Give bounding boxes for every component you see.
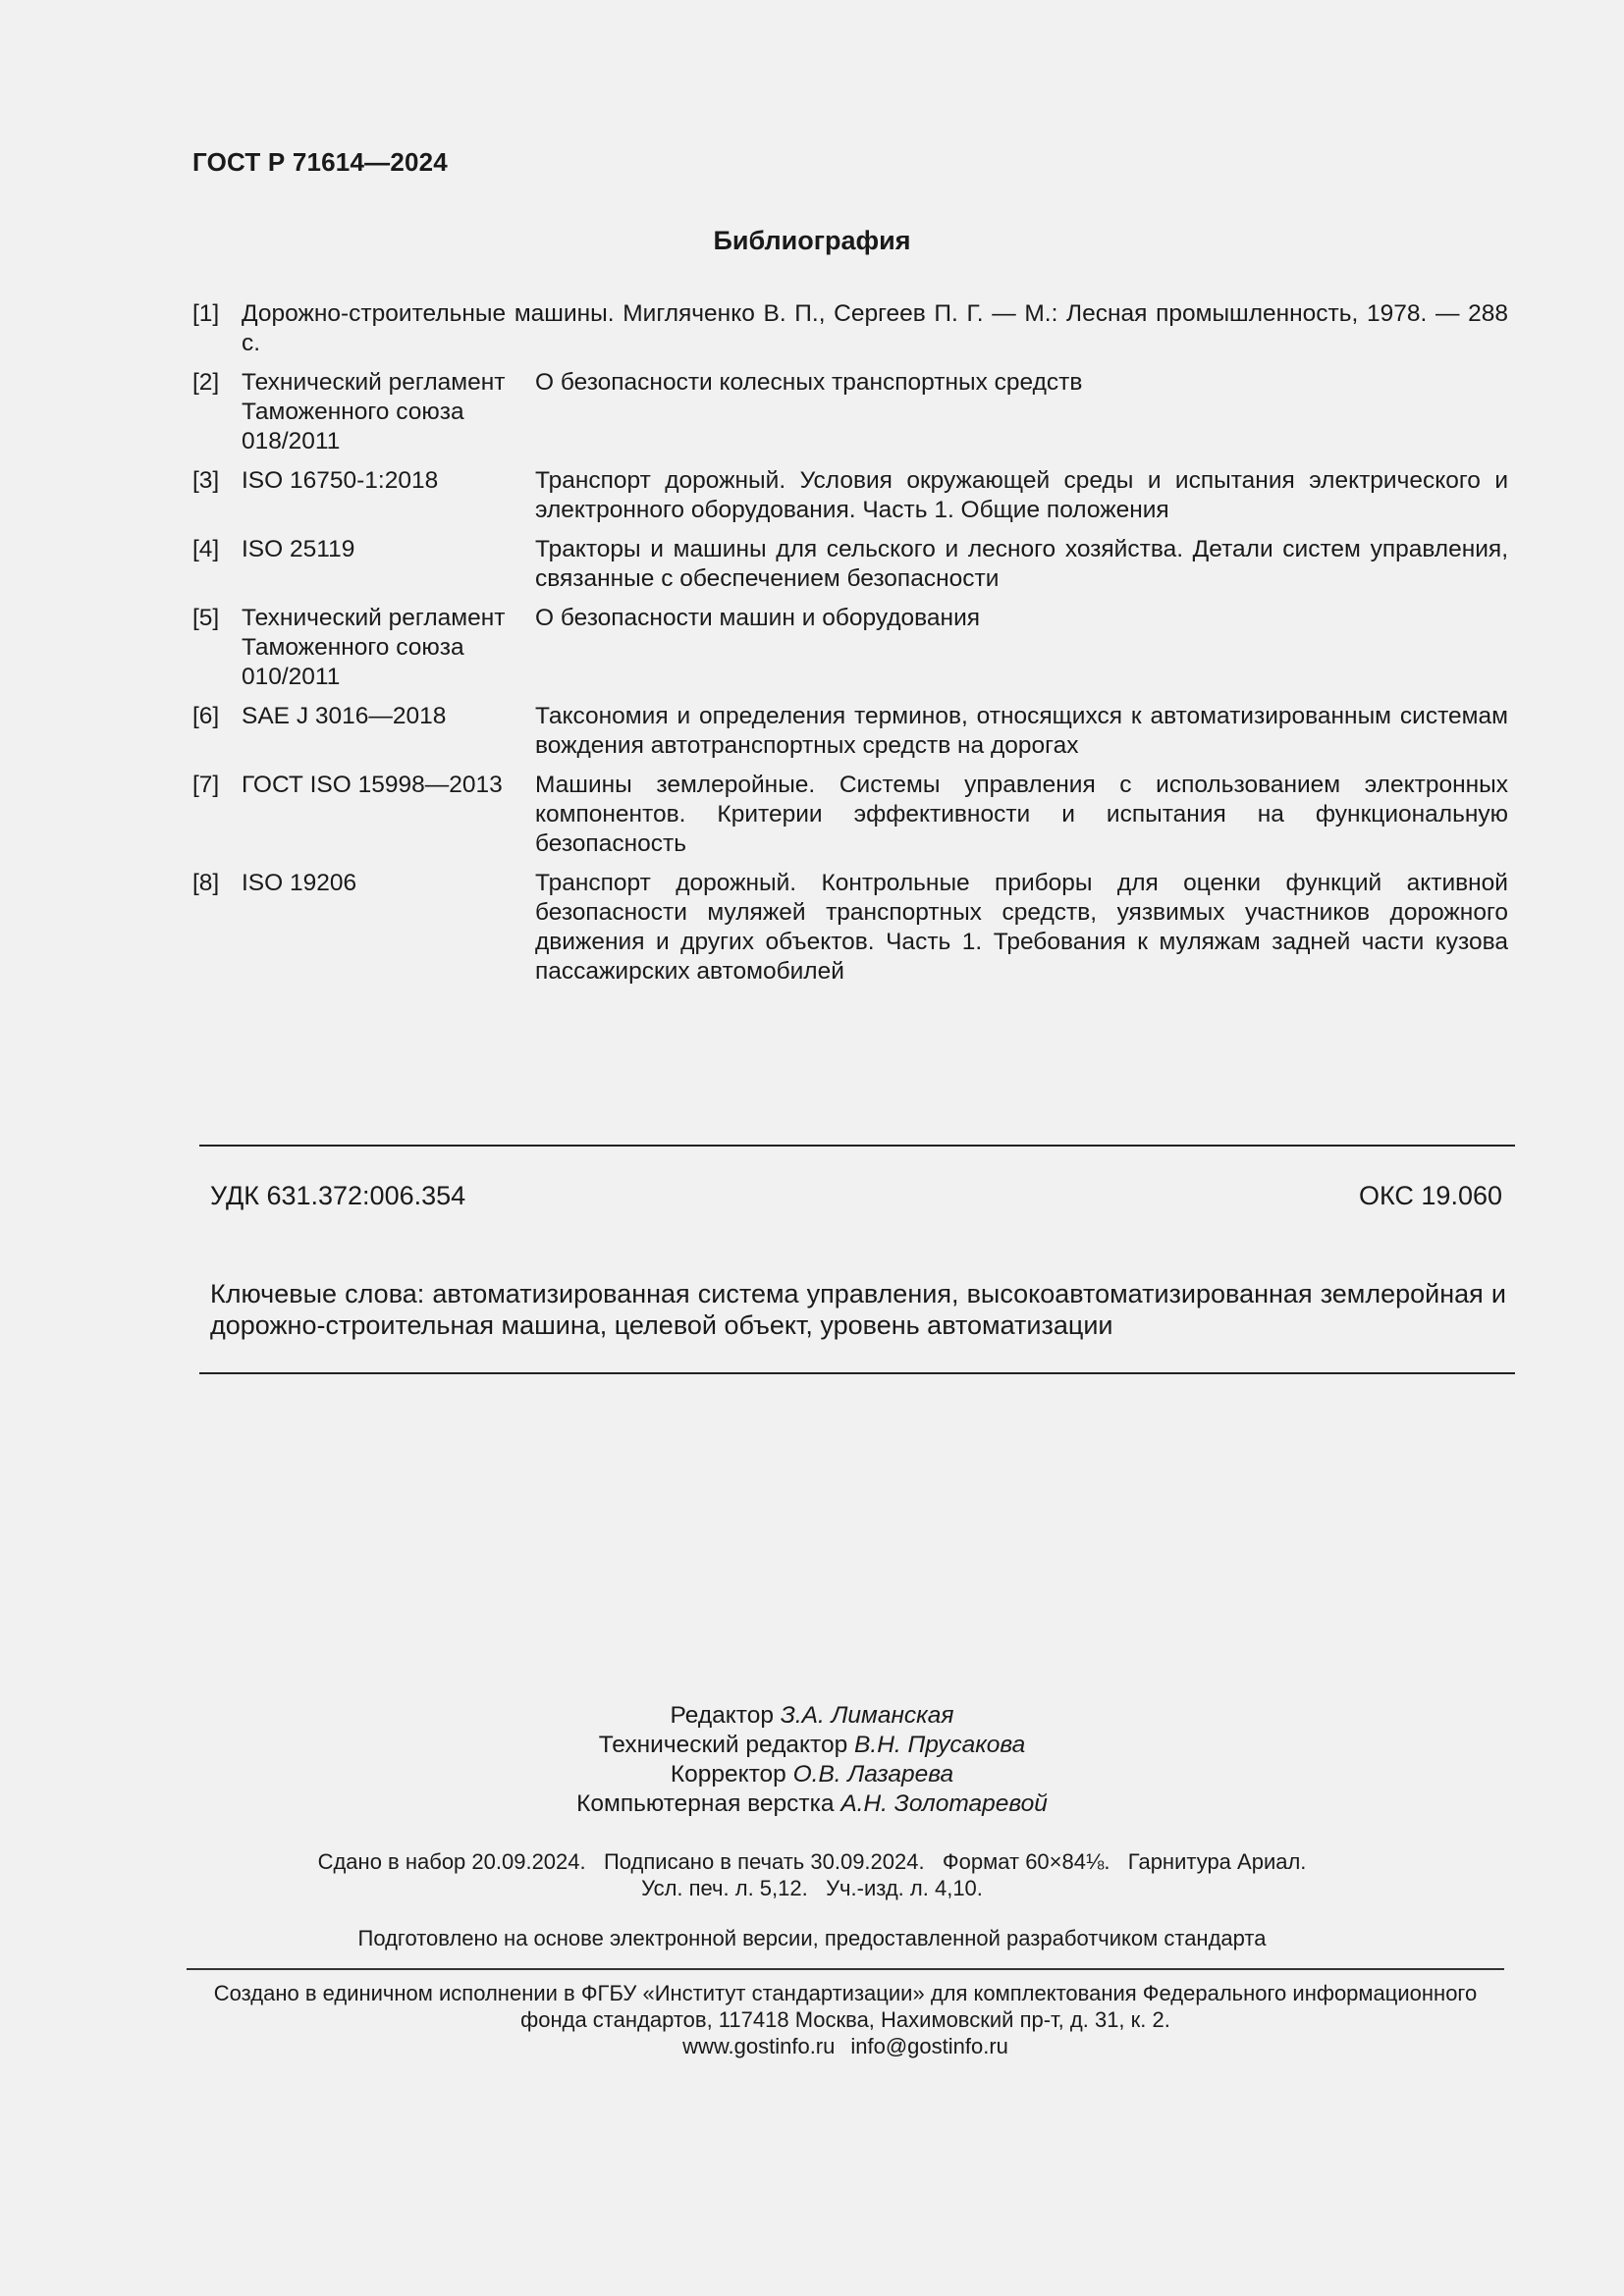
item-title: Таксономия и определения терминов, относящихся к автоматизированным системам вождения автотранспортных средств на дорогах	[535, 703, 1508, 759]
website-link[interactable]: www.gostinfo.ru	[682, 2034, 836, 2058]
bibliography-item	[192, 771, 1508, 859]
bibliography-item	[192, 535, 1508, 594]
staff-role: Редактор	[670, 1702, 774, 1729]
item-code: ISO 25119	[242, 536, 355, 562]
divider-bottom	[199, 1372, 1515, 1374]
staff-name: В.Н. Прусакова	[854, 1732, 1026, 1758]
staff-name: О.В. Лазарева	[792, 1761, 954, 1788]
item-title: О безопасности машин и оборудования	[535, 605, 981, 631]
document-code-header: ГОСТ Р 71614—2024	[192, 147, 448, 177]
bibliography-item	[192, 368, 1508, 456]
divider-top	[199, 1145, 1515, 1147]
item-title: Транспорт дорожный. Условия окружающей среды и испытания электрического и электронного оборудования. Часть 1. Общие положения	[535, 467, 1508, 523]
staff-role: Корректор	[670, 1761, 786, 1788]
item-title: Транспорт дорожный. Контрольные приборы для оценки функций активной безопасности муляжей транспортных средств, уязвимых участников дорожного движения и других объектов. Часть 1. Требования к муляжам задней части кузова пассажирских автомобилей	[535, 870, 1508, 985]
item-code: ГОСТ ISO 15998—2013	[242, 772, 503, 798]
staff-line	[0, 1760, 1624, 1789]
item-code: Технический регламент Таможенного союза 010/2011	[242, 605, 506, 690]
item-code: ISO 16750-1:2018	[242, 467, 439, 494]
item-number: [5]	[192, 605, 220, 631]
staff-line	[0, 1701, 1624, 1731]
staff-line	[0, 1789, 1624, 1819]
divider-footer	[187, 1968, 1504, 1970]
created-line-2: фонда стандартов, 117418 Москва, Нахимовский пр-т, д. 31, к. 2.	[520, 2007, 1170, 2032]
item-number: [6]	[192, 703, 220, 729]
item-number: [7]	[192, 772, 220, 798]
staff-name: З.А. Лиманская	[780, 1702, 954, 1729]
bibliography-list	[192, 299, 1508, 996]
publication-dates: Сдано в набор 20.09.2024. Подписано в печать 30.09.2024. Формат 60×84⅛. Гарнитура Ариал.	[317, 1849, 1307, 1874]
item-code: SAE J 3016—2018	[242, 703, 447, 729]
item-title: Тракторы и машины для сельского и лесного хозяйства. Детали систем управления, связанные с обеспечением безопасности	[535, 536, 1508, 592]
item-number: [4]	[192, 536, 220, 562]
bibliography-item	[192, 869, 1508, 987]
keywords: Ключевые слова: автоматизированная система управления, высокоавтоматизированная землеройная и дорожно-строительная машина, целевой объект, уровень автоматизации	[210, 1279, 1506, 1340]
staff-role: Компьютерная верстка	[576, 1790, 835, 1817]
bibliography-title: Библиография	[713, 226, 911, 255]
staff-name: А.Н. Золотаревой	[840, 1790, 1048, 1817]
item-title: О безопасности колесных транспортных средств	[535, 369, 1083, 396]
bibliography-item	[192, 299, 1508, 358]
created-line-1: Создано в единичном исполнении в ФГБУ «Институт стандартизации» для комплектования Федерального информационного	[213, 1981, 1478, 2005]
bibliography-item	[192, 466, 1508, 525]
udk-code: УДК 631.372:006.354	[210, 1181, 466, 1210]
item-code: ISO 19206	[242, 870, 357, 896]
item-number: [8]	[192, 870, 220, 896]
footer-info	[187, 1980, 1504, 2059]
bibliography-item	[192, 702, 1508, 761]
email-link[interactable]: info@gostinfo.ru	[850, 2034, 1008, 2058]
item-number: [1]	[192, 300, 220, 327]
item-title: Дорожно-строительные машины. Мигляченко В. П., Сергеев П. Г. — М.: Лесная промышленность, 1978. — 288 с.	[242, 300, 1508, 356]
item-number: [2]	[192, 369, 220, 396]
staff-role: Технический редактор	[598, 1732, 848, 1758]
contacts	[187, 2033, 1504, 2059]
publication-volume: Усл. печ. л. 5,12. Уч.-изд. л. 4,10.	[641, 1876, 983, 1900]
item-code: Технический регламент Таможенного союза 018/2011	[242, 369, 506, 454]
oks-code: ОКС 19.060	[1358, 1181, 1502, 1210]
staff-credits	[0, 1701, 1624, 1819]
prepared-note: Подготовлено на основе электронной версии, предоставленной разработчиком стандарта	[357, 1926, 1267, 1950]
item-title: Машины землеройные. Системы управления с использованием электронных компонентов. Критерии эффективности и испытания на функциональную безопасность	[535, 772, 1508, 857]
item-number: [3]	[192, 467, 220, 494]
bibliography-item	[192, 604, 1508, 692]
staff-line	[0, 1731, 1624, 1760]
publication-info	[0, 1848, 1624, 1901]
